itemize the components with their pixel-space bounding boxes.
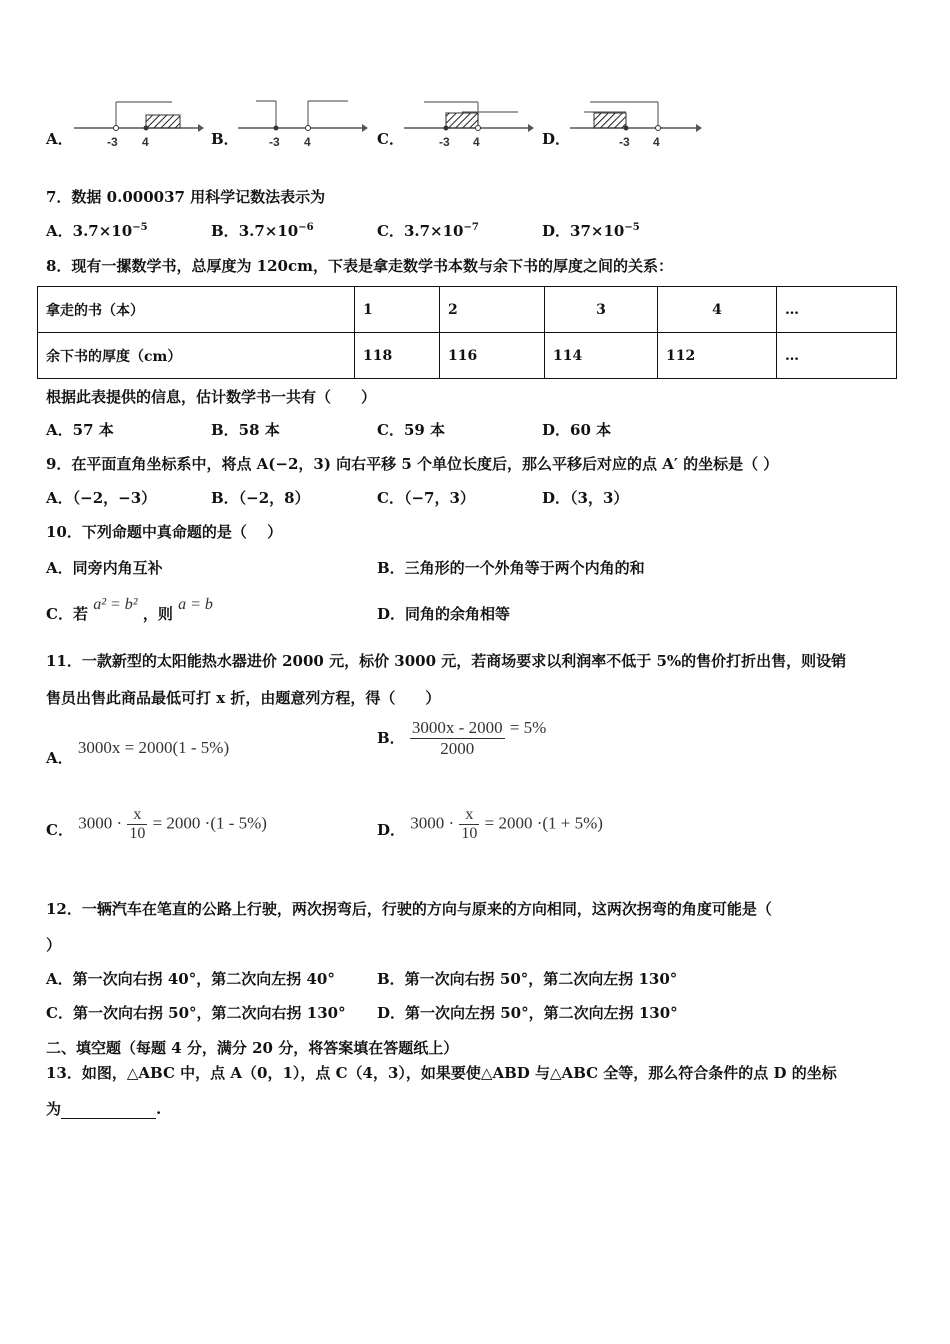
table-cell: 1 bbox=[355, 287, 440, 333]
q7-option-c[interactable]: C．$3.7\times 10^{-7}$ bbox=[377, 222, 479, 240]
q12-line1: 12．一辆汽车在笔直的公路上行驶，两次拐弯后，行驶的方向与原来的方向相同，这两次拐弯的角度可能是（ bbox=[46, 900, 772, 918]
q9-option-d[interactable]: D．（3，3） bbox=[542, 489, 629, 507]
q10-option-b[interactable]: B．三角形的一个外角等于两个内角的和 bbox=[377, 559, 645, 577]
table-cell: 114 bbox=[545, 333, 658, 379]
q11-line2: 售员出售此商品最低可打 x 折，由题意列方程，得（ ） bbox=[46, 689, 441, 707]
q11-a-expr: 3000x = 2000(1 - 5%) bbox=[77, 738, 230, 757]
q8-after: 根据此表提供的信息，估计数学书一共有（ ） bbox=[46, 388, 377, 406]
point-neg3 bbox=[274, 126, 279, 131]
q8-stem: 8．现有一摞数学书，总厚度为 120cm，下表是拿走数学书本数与余下书的厚度之间的关系： bbox=[46, 257, 673, 275]
table-cell: 112 bbox=[658, 333, 777, 379]
section-2-heading: 二、填空题（每题 4 分，满分 20 分，将答案填在答题纸上） bbox=[46, 1039, 459, 1057]
q13-answer-blank[interactable] bbox=[61, 1104, 156, 1119]
q7-option-d[interactable]: D．$37\times 10^{-5}$ bbox=[542, 222, 640, 240]
table-cell: 2 bbox=[440, 287, 545, 333]
axis-arrow bbox=[198, 124, 204, 132]
q12-line2: ） bbox=[46, 936, 62, 954]
q6-option-a-letter[interactable]: A． bbox=[46, 130, 73, 148]
point-4 bbox=[656, 126, 661, 131]
tick-neg3: -3 bbox=[439, 135, 450, 149]
tick-4: 4 bbox=[653, 135, 660, 149]
q8-option-c[interactable]: C．59 本 bbox=[377, 421, 446, 439]
q6-option-b-letter[interactable]: B． bbox=[211, 130, 239, 148]
q7-option-b[interactable]: B．$3.7\times 10^{-6}$ bbox=[211, 222, 314, 240]
tick-neg3: -3 bbox=[107, 135, 118, 149]
q10-option-a[interactable]: A．同旁内角互补 bbox=[46, 559, 163, 577]
q11-c-fraction: $\frac{x}{10}$ bbox=[129, 806, 146, 842]
q11-option-d[interactable]: D． 3000 · $\frac{x}{10}$ = 2000 ·(1 + 5%) bbox=[377, 806, 603, 842]
table-row bbox=[38, 287, 897, 333]
q11-option-c[interactable]: C． 3000 · $\frac{x}{10}$ = 2000 ·(1 - 5%) bbox=[46, 806, 267, 842]
q12-option-b[interactable]: B．第一次向右拐 50°，第二次向左拐 130° bbox=[377, 970, 678, 988]
table-cell: 拿走的书（本） bbox=[38, 287, 355, 333]
tick-4: 4 bbox=[473, 135, 480, 149]
q8-table bbox=[37, 286, 897, 379]
q8-option-d[interactable]: D．60 本 bbox=[542, 421, 612, 439]
q9-option-a[interactable]: A．（−2，−3） bbox=[46, 489, 157, 507]
axis-arrow bbox=[696, 124, 702, 132]
q12-option-a[interactable]: A．第一次向右拐 40°，第二次向左拐 40° bbox=[46, 970, 335, 988]
point-4 bbox=[144, 126, 149, 131]
q6-option-c-number-line[interactable] bbox=[402, 96, 534, 152]
table-cell: 116 bbox=[440, 333, 545, 379]
tick-4: 4 bbox=[304, 135, 311, 149]
q10-stem: 10．下列命题中真命题的是（ ） bbox=[46, 523, 283, 541]
axis-arrow bbox=[528, 124, 534, 132]
tick-neg3: -3 bbox=[619, 135, 630, 149]
table-row bbox=[38, 333, 897, 379]
q9-option-b[interactable]: B．（−2，8） bbox=[211, 489, 310, 507]
table-cell: … bbox=[777, 287, 897, 333]
q11-line1: 11．一款新型的太阳能热水器进价 2000 元，标价 3000 元，若商场要求以利润率不低于 5%的售价打折出售，则设销 bbox=[46, 652, 847, 670]
point-neg3 bbox=[444, 126, 449, 131]
q6-option-b-number-line[interactable] bbox=[236, 96, 368, 152]
q8-option-b[interactable]: B．58 本 bbox=[211, 421, 280, 439]
q6-option-d-letter[interactable]: D． bbox=[542, 130, 571, 148]
table-cell: 3 bbox=[545, 287, 658, 333]
table-cell: 118 bbox=[355, 333, 440, 379]
q6-option-c-letter[interactable]: C． bbox=[377, 130, 404, 148]
q11-b-fraction: $\frac{3000x - 2000}{2000}$ bbox=[411, 718, 503, 758]
q10-c-eq1: a² = b² bbox=[93, 596, 138, 613]
hatched-region bbox=[446, 113, 478, 128]
q7-stem: 7．数据 0.000037 用科学记数法表示为 bbox=[46, 188, 326, 206]
point-neg3 bbox=[114, 126, 119, 131]
table-cell: 余下书的厚度（cm） bbox=[38, 333, 355, 379]
q8-option-a[interactable]: A．57 本 bbox=[46, 421, 114, 439]
q10-option-c[interactable]: C．若 a² = b² ，则 a = b bbox=[46, 596, 213, 623]
q13-line2: 为 . bbox=[46, 1100, 162, 1118]
hatched-region bbox=[594, 113, 626, 128]
q13-line1: 13．如图，△ABC 中，点 A（0，1），点 C（4，3），如果要使△ABD 与△ABC 全等，那么符合条件的点 D 的坐标 bbox=[46, 1064, 837, 1082]
q12-option-c[interactable]: C．第一次向右拐 50°，第二次向右拐 130° bbox=[46, 1004, 346, 1022]
q11-option-a[interactable]: A． 3000x = 2000(1 - 5%) bbox=[46, 738, 230, 767]
point-4 bbox=[476, 126, 481, 131]
q11-option-b[interactable]: B． $\frac{3000x - 2000}{2000}$ = 5% bbox=[377, 717, 547, 758]
point-4 bbox=[306, 126, 311, 131]
q9-stem: 9．在平面直角坐标系中，将点 A(−2，3) 向右平移 5 个单位长度后，那么平移后对应的点 A′ 的坐标是（ ） bbox=[46, 455, 779, 473]
q12-option-d[interactable]: D．第一次向左拐 50°，第二次向左拐 130° bbox=[377, 1004, 678, 1022]
q11-d-fraction: $\frac{x}{10}$ bbox=[461, 806, 478, 842]
q9-option-c[interactable]: C．（−7，3） bbox=[377, 489, 475, 507]
tick-4: 4 bbox=[142, 135, 149, 149]
point-neg3 bbox=[624, 126, 629, 131]
tick-neg3: -3 bbox=[269, 135, 280, 149]
q6-option-a-number-line[interactable] bbox=[72, 96, 204, 152]
table-cell: … bbox=[777, 333, 897, 379]
q6-option-d-number-line[interactable] bbox=[568, 96, 702, 152]
q10-c-eq2: a = b bbox=[178, 596, 213, 613]
q10-option-d[interactable]: D．同角的余角相等 bbox=[377, 605, 511, 623]
axis-arrow bbox=[362, 124, 368, 132]
table-cell: 4 bbox=[658, 287, 777, 333]
hatched-region bbox=[146, 115, 180, 128]
q7-option-a[interactable]: A．$3.7\times 10^{-5}$ bbox=[46, 222, 148, 240]
